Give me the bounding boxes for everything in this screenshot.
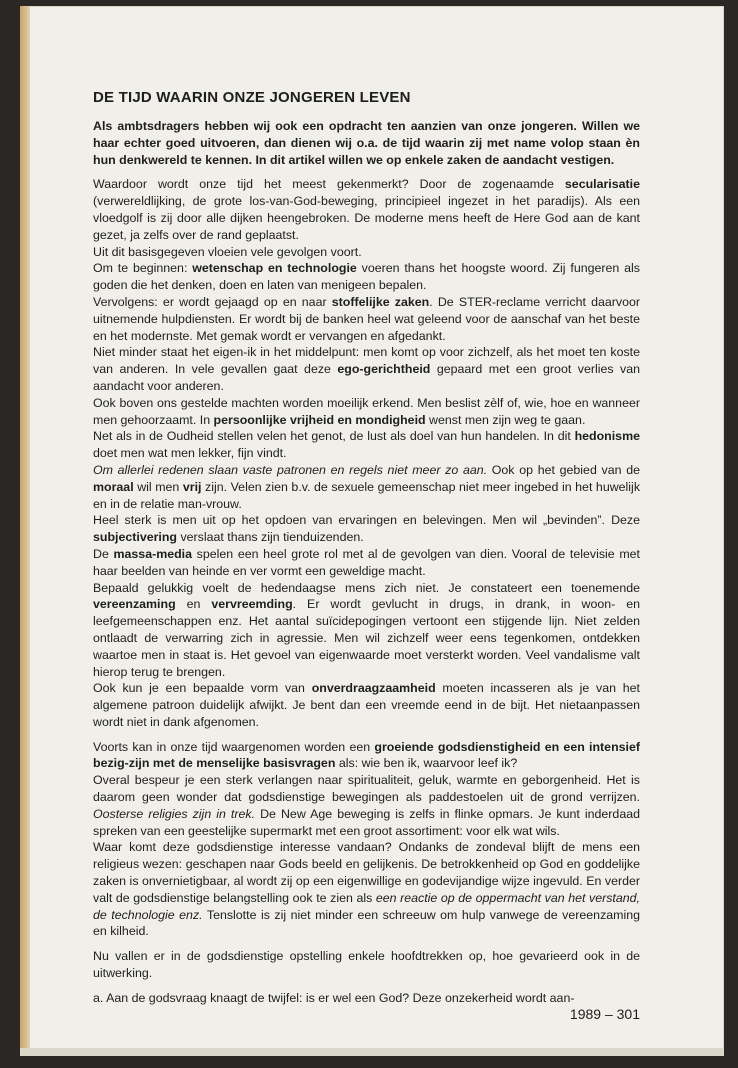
paragraph: Waar komt deze godsdienstige interesse vandaan? Ondanks de zondeval blijft de mens een religieus wezen: geschapen naar Gods beeld en gelijkenis. De betrokkenheid op God en goddelijke zaken is onvernietigbaar, al wordt zij op een eigenwillige en godevijandige wijze ingevuld. En verder valt de godsdienstige belangstelling ook te zien als een reactie op de oppermacht van het verstand, de technologie enz. Tenslotte is zij niet minder een schreeuw om hulp vanwege de vereenzaming en kilheid. — [93, 840, 641, 939]
paragraph: Bepaald gelukkig voelt de hedendaagse mens zich niet. Je constateert een toenemende vereenzaming en vervreemding. Er wordt gevlucht in drugs, in drank, in woon- en leefgemeenschappen enz. Het aantal suïcidepogingen vertoont een stijgende lijn. Niet zelden ontlaadt de verwarring zich in agressie. Men wil zichzelf weer eens tegenkomen, ontdekken waartoe men in staat is. Het gevoel van eigenwaarde moet versterkt worden. Veel vandalisme valt hierop terug te brengen. — [93, 580, 640, 679]
emphasis: stoffelijke zaken — [331, 294, 430, 309]
emphasis: groeiende godsdienstigheid en een intensief bezig-zijn met de menselijke basisvragen — [93, 739, 640, 771]
paragraph: Voorts kan in onze tijd waargenomen worden een groeiende godsdienstigheid en een intensief bezig-zijn met de menselijke basisvragen als: wie ben ik, waarvoor leef ik? — [93, 739, 640, 771]
paragraph: Net als in de Oudheid stellen velen het genot, de lust als doel van hun handelen. In dit hedonisme doet men wat men lekker, fijn vindt. — [93, 429, 640, 461]
emphasis: vervreemding — [211, 597, 293, 612]
page-bottom-edge — [20, 1048, 724, 1056]
article-title: DE TIJD WAARIN ONZE JONGEREN LEVEN — [93, 89, 411, 106]
list-item: a. Aan de godsvraag knaagt de twijfel: is er wel een God? Deze onzekerheid wordt aan- — [93, 990, 575, 1005]
paragraph: Ook boven ons gestelde machten worden moeilijk erkend. Men beslist zèlf of, wie, hoe en wanneer men gehoorzaamt. In persoonlijke vrijheid en mondigheid wenst men zijn weg te gaan. — [93, 395, 640, 427]
paragraph: Om allerlei redenen slaan vaste patronen en regels niet meer zo aan. Ook op het gebied van de moraal wil men vrij zijn. Velen zien b.v. de sexuele gemeenschap niet meer ingebed in het huwelijk en in de relatie man-vrouw. — [93, 462, 641, 511]
emphasis: onverdraagzaamheid — [311, 681, 436, 696]
page-number: 1989 – 301 — [569, 1006, 640, 1022]
paragraph: Vervolgens: er wordt gejaagd op en naar stoffelijke zaken. De STER-reclame verricht daarvoor uitnemende hulpdiensten. Er wordt bij de banken heel wat geleend voor de aanschaf van het beste en het modernste. Met gemak wordt er vervangen en afgedankt. — [93, 294, 640, 343]
paragraph: De massa-media spelen een heel grote rol met al de gevolgen van dien. Vooral de televisie met haar beelden van heinde en ver vormt een geweldige macht. — [93, 546, 640, 578]
emphasis: vereenzaming — [93, 597, 176, 612]
paragraph: Niet minder staat het eigen-ik in het middelpunt: men komt op voor zichzelf, als het moet ten koste van anderen. In vele gevallen gaat deze ego-gerichtheid gepaard met een groot verlies van aandacht voor anderen. — [93, 345, 640, 393]
binding-edge — [20, 6, 30, 1056]
paragraph: Heel sterk is men uit op het opdoen van ervaringen en belevingen. Men wil „bevinden”. Deze subjectivering verslaat thans zijn tienduizenden. — [93, 513, 640, 545]
emphasis: persoonlijke vrijheid en mondigheid — [213, 412, 426, 427]
lead-paragraph: Als ambtsdragers hebben wij ook een opdracht ten aanzien van onze jongeren. Willen we haar echter goed uitvoeren, dan dienen wij o.a. de tijd waarin zij met name volop staan èn hun denkwereld te kennen. In dit artikel willen we op enkele zaken de aandacht vestigen. — [93, 119, 640, 167]
emphasis: subjectivering — [93, 530, 178, 545]
paragraph: Om te beginnen: wetenschap en technologie voeren thans het hoogste woord. Zij fungeren als goden die het denken, doen en laten van menigeen bepalen. — [93, 261, 640, 293]
emphasis: wetenschap en technologie — [192, 261, 357, 276]
emphasis: vrij — [182, 479, 202, 494]
emphasis: massa-media — [113, 546, 193, 561]
emphasis: secularisatie — [564, 177, 640, 192]
paragraph: Nu vallen er in de godsdienstige opstelling enkele hoofdtrekken op, hoe gevarieerd ook in de uitwerking. — [93, 949, 640, 981]
paragraph: Overal bespeur je een sterk verlangen naar spiritualiteit, geluk, warmte en geborgenheid. Het is daarom geen wonder dat godsdienstige bewegingen als paddestoelen uit de grond verrijzen. Oosterse religies zijn in trek. De New Age beweging is zelfs in flinke opmars. Je kunt inderdaad spreken van een geestelijke supermarkt met een groot assortiment: voor elk wat wils. — [93, 773, 640, 838]
emphasis: moraal — [93, 479, 134, 494]
paragraph: Waardoor wordt onze tijd het meest gekenmerkt? Door de zogenaamde secularisatie (verwereldlijking, de grote los-van-God-beweging, principieel ingezet in het paradijs). Als een vloedgolf is zij door alle dijken heengebroken. De moderne mens heeft de Here God aan de kant gezet, ja zelfs over de rand geplaatst. — [93, 177, 640, 242]
article-body — [93, 88, 640, 1007]
paragraph: Ook kun je een bepaalde vorm van onverdraagzaamheid moeten incasseren als je van het algemene patroon duidelijk afwijkt. Je bent dan een vreemde eend in de bijt. Het nietaanpassen wordt niet in dank afgenomen. — [93, 681, 640, 729]
emphasis: ego-gerichtheid — [337, 362, 431, 377]
paragraph: Uit dit basisgegeven vloeien vele gevolgen voort. — [93, 244, 362, 259]
emphasis: hedonisme — [574, 429, 640, 444]
